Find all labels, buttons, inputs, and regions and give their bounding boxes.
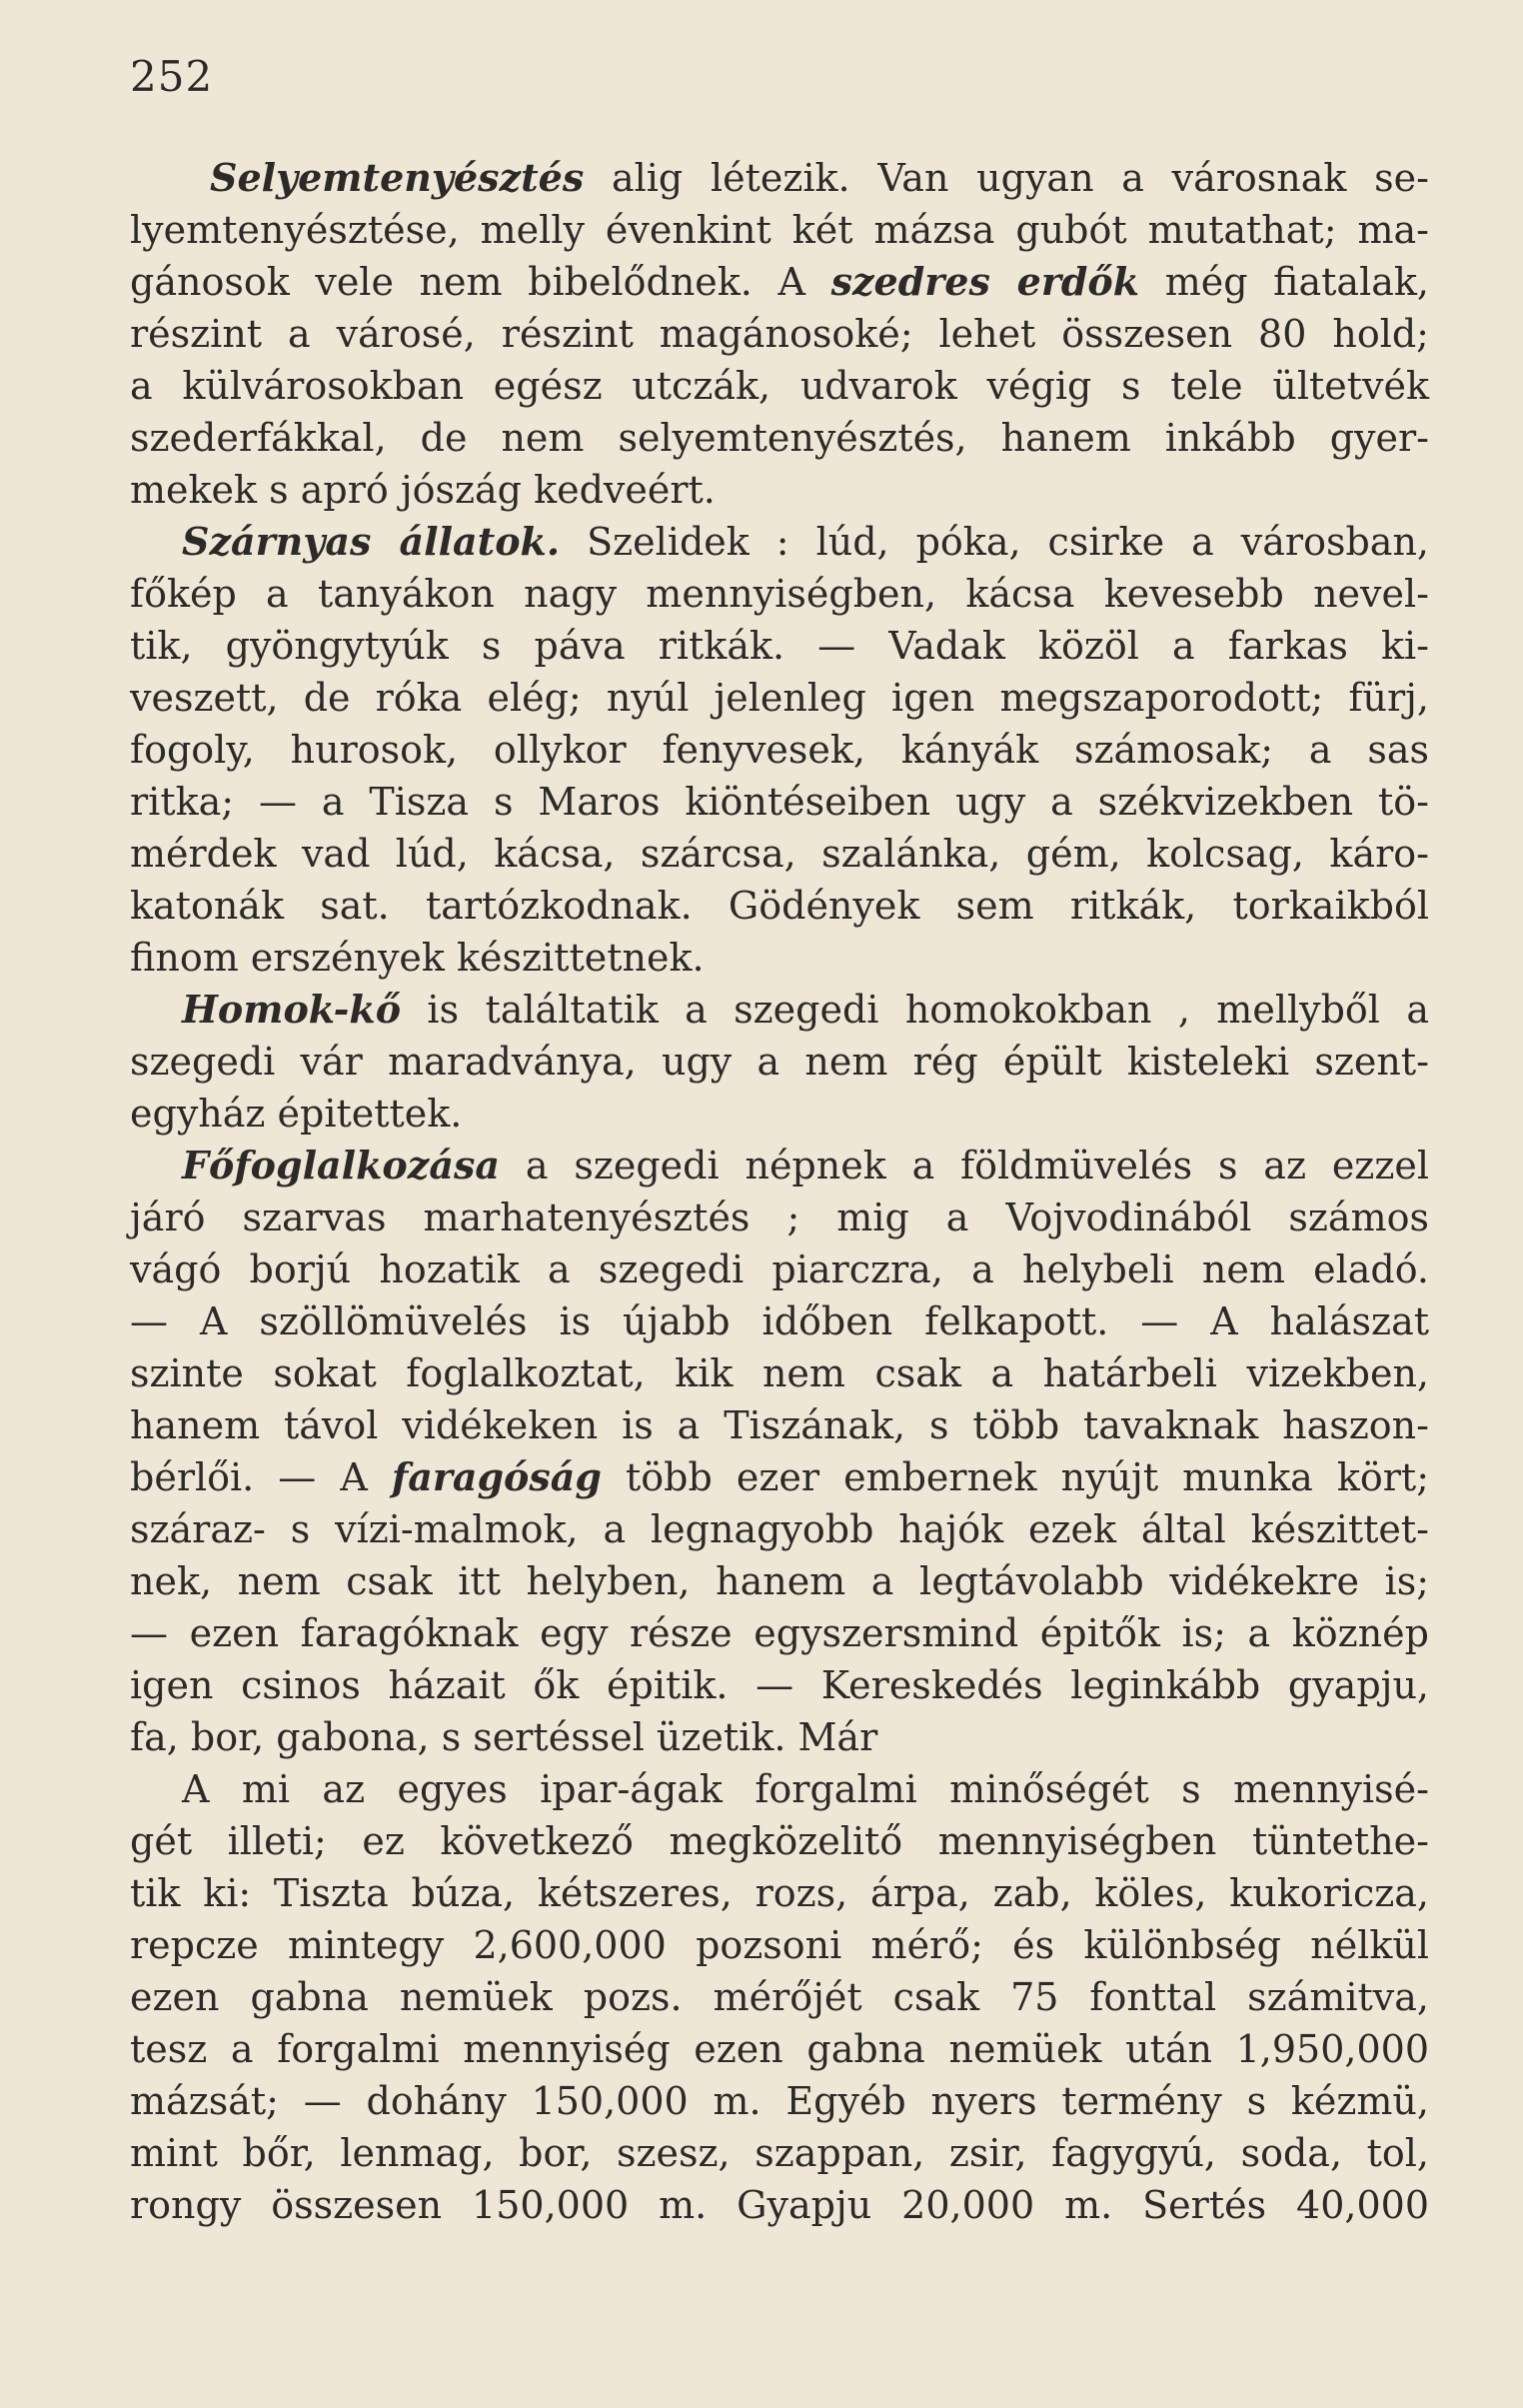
text-line <box>130 620 1429 672</box>
text-line <box>130 672 1429 724</box>
text-span: még fiatalak, <box>1139 260 1429 304</box>
text-line <box>130 464 1429 516</box>
text-line <box>130 360 1429 412</box>
text-span: mérdek vad lúd, kácsa, szárcsa, szalánka, gém, kolcsag, káro- <box>130 832 1429 876</box>
text-line <box>130 1347 1429 1399</box>
text-span: a külvárosokban egész utczák, udvarok végig s tele ültetvék <box>130 364 1429 408</box>
text-line <box>130 1763 1429 1815</box>
page-number: 252 <box>130 52 214 101</box>
emphasized-term: Szárnyas állatok. <box>182 519 561 564</box>
text-line <box>130 828 1429 880</box>
text-span: tesz a forgalmi mennyiség ezen gabna nemüek után 1,950,000 <box>130 2027 1429 2071</box>
text-line <box>130 1451 1429 1503</box>
text-line <box>130 1140 1429 1192</box>
text-span: gét illeti; ez következő megközelitő mennyiségben tüntethe- <box>130 1819 1429 1863</box>
text-span: Szelidek : lúd, póka, csirke a városban, <box>560 520 1429 564</box>
text-span: igen csinos házait ők épitik. — Kereskedés leginkább gyapju, <box>130 1663 1429 1707</box>
text-line <box>130 2023 1429 2075</box>
text-line <box>130 1192 1429 1243</box>
text-span: mázsát; — dohány 150,000 m. Egyéb nyers termény s kézmü, <box>130 2079 1429 2123</box>
text-span: szederfákkal, de nem selyemtenyésztés, hanem inkább gyer- <box>130 416 1429 460</box>
text-line <box>130 1815 1429 1867</box>
text-span: bérlői. — A <box>130 1455 392 1499</box>
text-line <box>130 1607 1429 1659</box>
emphasized-term: Homok-kő <box>182 987 402 1032</box>
text-span: fogoly, hurosok, ollykor fenyvesek, kányák számosak; a sas <box>130 728 1429 772</box>
text-span: — A szöllömüvelés is újabb időben felkapott. — A halászat <box>130 1299 1429 1343</box>
text-line <box>130 1399 1429 1451</box>
text-span: szinte sokat foglalkoztat, kik nem csak a határbeli vizekben, <box>130 1351 1429 1395</box>
text-line <box>130 984 1429 1036</box>
text-span: részint a városé, részint magánosoké; lehet összesen 80 hold; <box>130 312 1429 356</box>
text-line <box>130 1711 1429 1763</box>
text-span: nek, nem csak itt helyben, hanem a legtávolabb vidékekre is; <box>130 1559 1429 1603</box>
text-line <box>130 1919 1429 1971</box>
text-span: — ezen faragóknak egy része egyszersmind épitők is; a köznép <box>130 1611 1429 1655</box>
text-span: veszett, de róka elég; nyúl jelenleg igen megszaporodott; fürj, <box>130 676 1429 720</box>
text-span: járó szarvas marhatenyésztés ; mig a Vojvodinából számos <box>130 1196 1429 1239</box>
text-line <box>130 308 1429 360</box>
text-span: vágó borjú hozatik a szegedi piarczra, a helybeli nem eladó. <box>130 1247 1429 1291</box>
text-line <box>130 1555 1429 1607</box>
text-span: lyemtenyésztése, melly évenkint két mázsa gubót mutathat; ma- <box>130 208 1429 252</box>
text-span: tik ki: Tiszta búza, kétszeres, rozs, árpa, zab, köles, kukoricza, <box>130 1871 1429 1915</box>
text-line <box>130 1036 1429 1088</box>
text-line <box>130 204 1429 256</box>
emphasized-term: Főfoglalkozása <box>182 1143 500 1188</box>
text-line <box>130 2075 1429 2127</box>
text-span: fa, bor, gabona, s sertéssel üzetik. Már <box>130 1715 878 1759</box>
text-span: egyház épitettek. <box>130 1092 463 1136</box>
text-span: is találtatik a szegedi homokokban , mellyből a <box>401 988 1429 1032</box>
text-span: szegedi vár maradványa, ugy a nem rég épült kisteleki szent- <box>130 1040 1429 1084</box>
text-line <box>130 1867 1429 1919</box>
document-body <box>130 152 1429 2231</box>
text-span: főkép a tanyákon nagy mennyiségben, kácsa kevesebb nevel- <box>130 572 1429 616</box>
text-line <box>130 932 1429 984</box>
text-span: száraz- s vízi-malmok, a legnagyobb hajók ezek által készittet- <box>130 1507 1429 1551</box>
text-line <box>130 412 1429 464</box>
text-line <box>130 516 1429 568</box>
text-span: finom erszények készittetnek. <box>130 936 705 980</box>
text-line <box>130 2127 1429 2179</box>
emphasized-term: szedres erdők <box>830 259 1140 304</box>
text-span: mekek s apró jószág kedveért. <box>130 468 716 512</box>
emphasized-term: Selyemtenyésztés <box>210 155 585 200</box>
text-line <box>130 152 1429 204</box>
text-span: tik, gyöngytyúk s páva ritkák. — Vadak közöl a farkas ki- <box>130 624 1429 668</box>
text-span: hanem távol vidékeken is a Tiszának, s több tavaknak haszon- <box>130 1403 1429 1447</box>
text-line <box>130 1503 1429 1555</box>
text-span: mint bőr, lenmag, bor, szesz, szappan, zsir, fagygyú, soda, tol, <box>130 2131 1429 2175</box>
text-span: ezen gabna nemüek pozs. mérőjét csak 75 fonttal számitva, <box>130 1975 1429 2019</box>
emphasized-term: faragóság <box>391 1454 602 1499</box>
text-line <box>130 256 1429 308</box>
text-line <box>130 724 1429 776</box>
text-span: A mi az egyes ipar-ágak forgalmi minőségét s mennyisé- <box>182 1767 1429 1811</box>
text-line <box>130 568 1429 620</box>
text-span: a szegedi népnek a földmüvelés s az ezzel <box>499 1144 1429 1188</box>
text-line <box>130 2179 1429 2231</box>
text-line <box>130 1243 1429 1295</box>
text-line <box>130 776 1429 828</box>
text-span: ritka; — a Tisza s Maros kiöntéseiben ugy a székvizekben tö- <box>130 780 1429 824</box>
text-span: alig létezik. Van ugyan a városnak se- <box>584 156 1429 200</box>
text-span: rongy összesen 150,000 m. Gyapju 20,000 m. Sertés 40,000 <box>130 2183 1429 2227</box>
text-line <box>130 880 1429 932</box>
text-line <box>130 1971 1429 2023</box>
text-line <box>130 1295 1429 1347</box>
text-line <box>130 1088 1429 1140</box>
text-span: több ezer embernek nyújt munka kört; <box>601 1455 1429 1499</box>
text-span: gánosok vele nem bibelődnek. A <box>130 260 831 304</box>
text-span: katonák sat. tartózkodnak. Gödények sem ritkák, torkaikból <box>130 884 1429 928</box>
text-span: repcze mintegy 2,600,000 pozsoni mérő; és különbség nélkül <box>130 1923 1429 1967</box>
text-line <box>130 1659 1429 1711</box>
